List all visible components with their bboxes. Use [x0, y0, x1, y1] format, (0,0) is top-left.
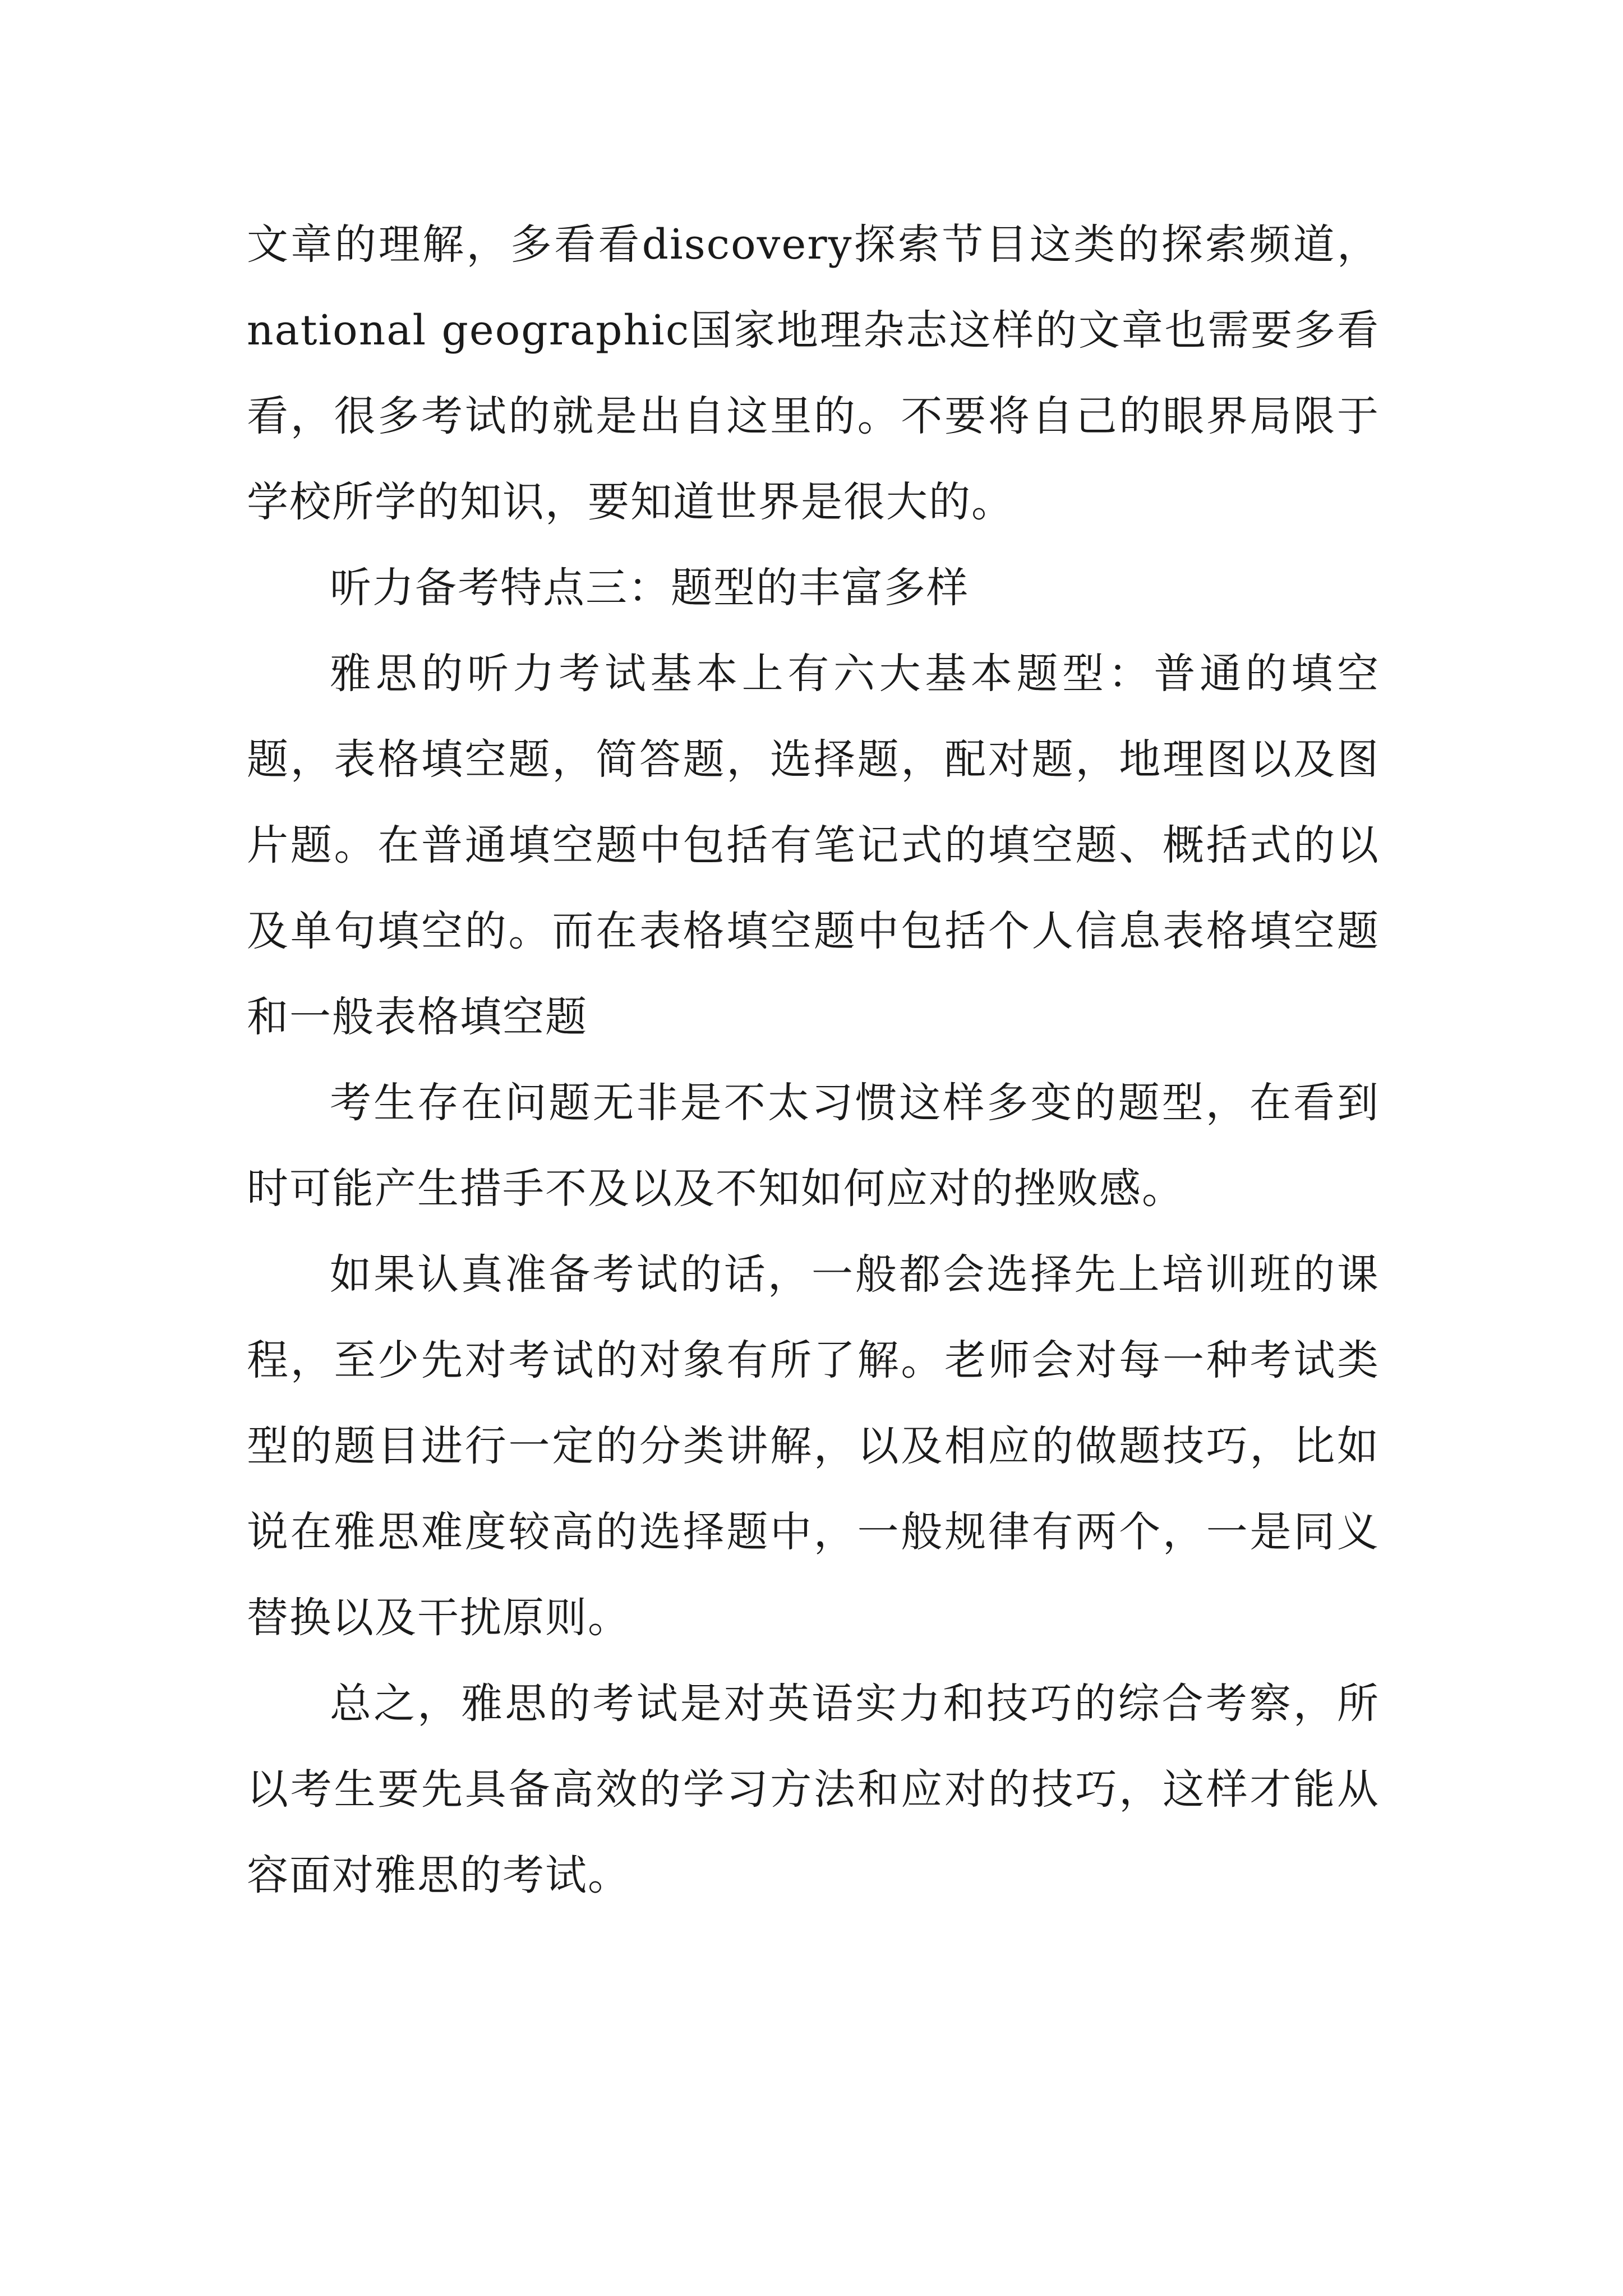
paragraph-conclusion: 总之，雅思的考试是对英语实力和技巧的综合考察，所以考生要先具备高效的学习方法和应对的技巧，这样才能从容面对雅思的考试。	[247, 1680, 1380, 1899]
paragraph-problems: 考生存在问题无非是不太习惯这样多变的题型，在看到时可能产生措手不及以及不知如何应对的挫败感。	[247, 1079, 1380, 1213]
document-body	[247, 202, 1380, 1918]
paragraph-question-types: 雅思的听力考试基本上有六大基本题型：普通的填空题，表格填空题，简答题，选择题，配对题，地理图以及图片题。在普通填空题中包括有笔记式的填空题、概括式的以及单句填空的。而在表格填空题中包括个人信息表格填空题和一般表格填空题	[247, 650, 1380, 1041]
paragraph-continued: 文章的理解，多看看discovery探索节目这类的探索频道，national geographic国家地理杂志这样的文章也需要多看看，很多考试的就是出自这里的。不要将自己的眼界局限于学校所学的知识，要知道世界是很大的。	[247, 220, 1380, 526]
section-heading: 听力备考特点三：题型的丰富多样	[330, 564, 969, 612]
paragraph-preparation: 如果认真准备考试的话，一般都会选择先上培训班的课程，至少先对考试的对象有所了解。老师会对每一种考试类型的题目进行一定的分类讲解，以及相应的做题技巧，比如说在雅思难度较高的选择题中，一般规律有两个，一是同义替换以及干扰原则。	[247, 1250, 1380, 1642]
